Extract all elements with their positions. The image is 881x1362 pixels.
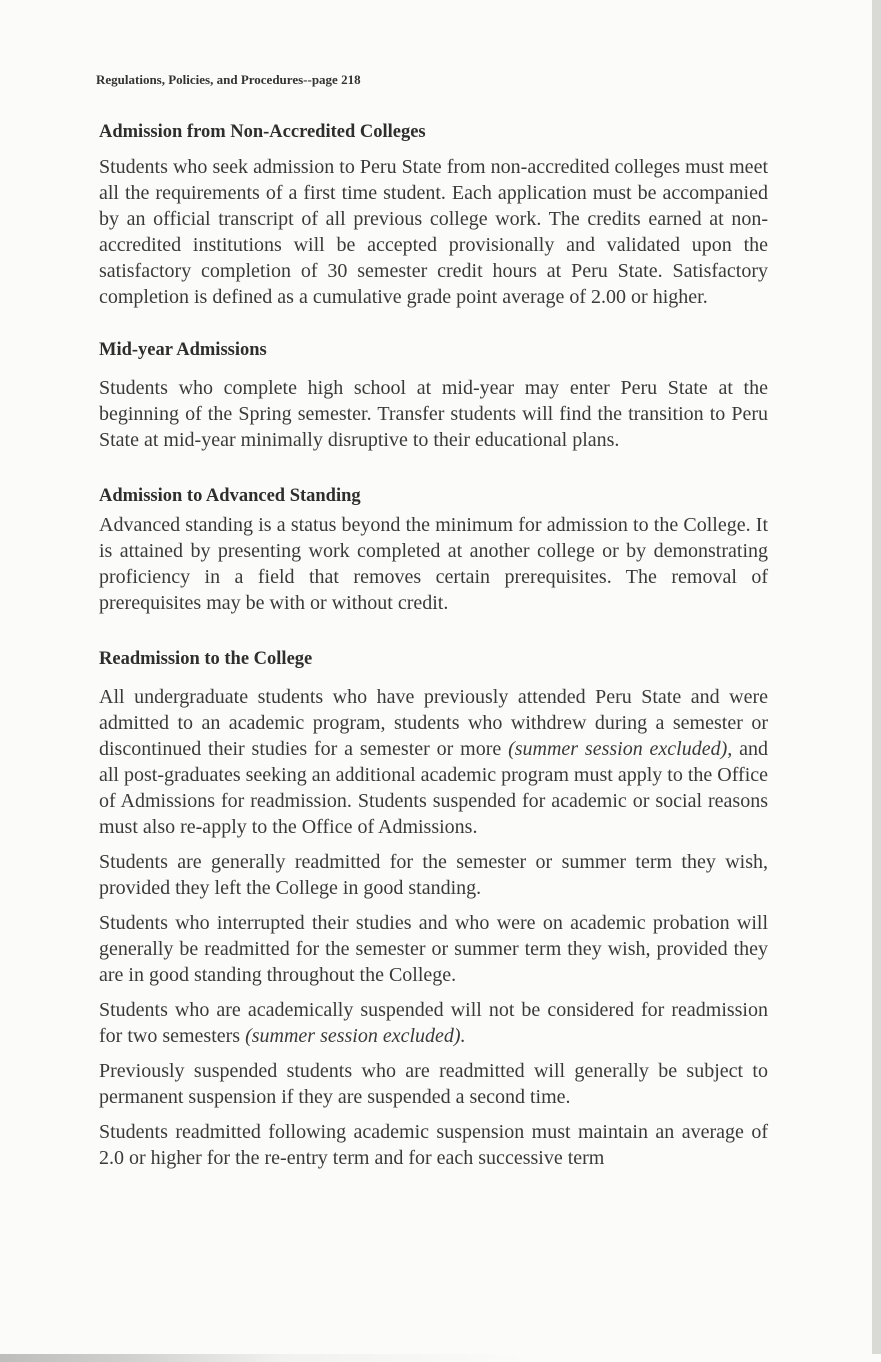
readmission-4-text-a: Students who are academically suspended will not be considered for readmission for two semesters (99, 999, 768, 1047)
page-right-edge (872, 0, 881, 1362)
readmission-1-italic: (summer session excluded), (508, 738, 733, 760)
paragraph-readmission-3: Students who interrupted their studies and who were on academic probation will generally be readmitted for the semester or summer term they wish, provided they are in good standing throughout the College. (99, 912, 768, 986)
heading-mid-year: Mid-year Admissions (99, 340, 267, 360)
readmission-1-text-a: All undergraduate students who have previously attended Peru State and were admitted to an academic program, students who withdrew during a semester or discontinued their studies for a semester or more (99, 686, 768, 760)
paragraph-readmission-2: Students are generally readmitted for the semester or summer term they wish, provided they left the College in good standing. (99, 851, 768, 899)
running-head: Regulations, Policies, and Procedures--page 218 (96, 72, 361, 87)
paragraph-mid-year: Students who complete high school at mid-year may enter Peru State at the beginning of the Spring semester. Transfer students will find the transition to Peru State at mid-year minimally disruptive to their educational plans. (99, 377, 768, 451)
paragraph-advanced-standing: Advanced standing is a status beyond the minimum for admission to the College. It is attained by presenting work completed at another college or by demonstrating proficiency in a field that removes certain prerequisites. The removal of prerequisites may be with or without credit. (99, 514, 768, 614)
heading-non-accredited: Admission from Non-Accredited Colleges (99, 122, 426, 142)
paragraph-readmission-5: Previously suspended students who are readmitted will generally be subject to permanent suspension if they are suspended a second time. (99, 1060, 768, 1108)
paragraph-readmission-1 (99, 684, 768, 840)
heading-readmission: Readmission to the College (99, 649, 313, 669)
heading-advanced-standing: Admission to Advanced Standing (99, 486, 361, 506)
page-content (99, 120, 768, 1171)
paragraph-readmission-6: Students readmitted following academic suspension must maintain an average of 2.0 or higher for the re-entry term and for each successive term (99, 1121, 768, 1169)
page-bottom-edge (0, 1354, 881, 1362)
paragraph-non-accredited: Students who seek admission to Peru State from non-accredited colleges must meet all the requirements of a first time student. Each application must be accompanied by an official transcript of all previous college work. The credits earned at non-accredited institutions will be accepted provisionally and validated upon the satisfactory completion of 30 semester credit hours at Peru State. Satisfactory completion is defined as a cumulative grade point average of 2.00 or higher. (99, 156, 768, 308)
readmission-1-text-b: and all post-graduates seeking an additional academic program must apply to the Office of Admissions for readmission. Students suspended for academic or social reasons must also re-apply to the Office of Admissions. (99, 738, 768, 838)
paragraph-readmission-4 (99, 997, 768, 1049)
readmission-4-italic: (summer session excluded). (245, 1025, 466, 1047)
